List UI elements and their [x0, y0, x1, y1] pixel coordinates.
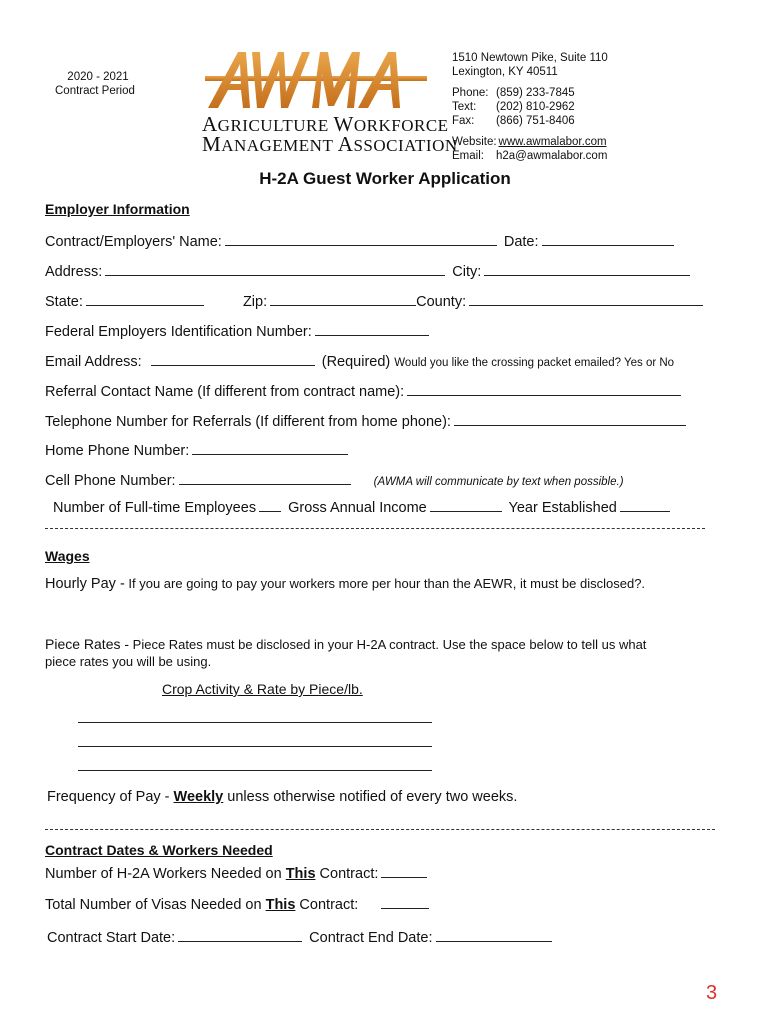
home-phone-field[interactable]: [192, 440, 348, 455]
referral-phone-row: Telephone Number for Referrals (If different from home phone):: [45, 411, 689, 430]
end-date-field[interactable]: [436, 927, 552, 942]
contract-name-row: Contract/Employers' Name: Date:: [45, 231, 677, 250]
zip-field[interactable]: [270, 291, 416, 306]
fein-row: Federal Employers Identification Number:: [45, 321, 432, 340]
page-title: H-2A Guest Worker Application: [259, 169, 511, 188]
text-row: Text: (202) 810-2962: [452, 101, 575, 113]
address-row: Address: City:: [45, 261, 693, 280]
logo-line-1: AGRICULTURE WORKFORCE: [202, 112, 449, 136]
awma-logo-mark: [200, 44, 435, 112]
dates-row: Contract Start Date: Contract End Date:: [47, 927, 555, 946]
address-line-2: Lexington, KY 40511: [452, 66, 558, 78]
website-link[interactable]: www.awmalabor.com: [498, 136, 607, 148]
workers-field[interactable]: [381, 863, 427, 878]
county-field[interactable]: [469, 291, 703, 306]
hourly-pay-row: Hourly Pay - If you are going to pay your workers more per hour than the AEWR, it must be disclosed?.: [45, 576, 646, 592]
phone-row: Phone: (859) 233-7845: [452, 87, 575, 99]
workers-row: Number of H-2A Workers Needed on This Contract:: [45, 863, 430, 882]
contract-period-label: Contract Period: [55, 85, 135, 97]
cell-phone-field[interactable]: [179, 470, 351, 485]
contract-period: [55, 70, 135, 98]
page-number: 3: [706, 982, 718, 1004]
email-link[interactable]: h2a@awmalabor.com: [496, 150, 608, 162]
divider-1: [45, 528, 705, 529]
date-field[interactable]: [542, 231, 674, 246]
crossing-question: Would you like the crossing packet emailed? Yes or No: [394, 357, 675, 369]
contact-block: [452, 51, 608, 163]
start-date-field[interactable]: [178, 927, 302, 942]
piece-rates-row: Piece Rates - Piece Rates must be disclosed in your H-2A contract. Use the space below to tell us what: [45, 636, 647, 652]
frequency-row: Frequency of Pay - Weekly unless otherwise notified of every two weeks.: [47, 789, 518, 805]
contract-name-field[interactable]: [225, 231, 497, 246]
income-field[interactable]: [430, 497, 502, 512]
awma-logo: [200, 44, 458, 156]
contract-years: 2020 - 2021: [67, 71, 129, 83]
crop-line-1[interactable]: [78, 722, 432, 723]
established-field[interactable]: [620, 497, 670, 512]
piece-rates-row-2: piece rates you will be using.: [45, 654, 212, 669]
state-row: State: Zip: County:: [45, 291, 706, 310]
email-address-field[interactable]: [151, 351, 315, 366]
crop-line-2[interactable]: [78, 746, 432, 747]
visas-row: Total Number of Visas Needed on This Contract:: [45, 894, 432, 913]
referral-name-field[interactable]: [407, 381, 681, 396]
logo-line-2: MANAGEMENT ASSOCIATION: [202, 132, 458, 156]
address-field[interactable]: [105, 261, 445, 276]
employees-field[interactable]: [259, 497, 281, 512]
cell-note: (AWMA will communicate by text when possible.): [373, 476, 624, 488]
address-line-1: 1510 Newtown Pike, Suite 110: [452, 52, 608, 64]
crop-heading: Crop Activity & Rate by Piece/lb.: [162, 681, 363, 697]
fax-row: Fax: (866) 751-8406: [452, 115, 575, 127]
contract-heading: Contract Dates & Workers Needed: [45, 842, 273, 858]
referral-name-row: Referral Contact Name (If different from contract name):: [45, 381, 684, 400]
crop-line-3[interactable]: [78, 770, 432, 771]
state-field[interactable]: [86, 291, 204, 306]
email-address-row: Email Address: (Required) Would you like the crossing packet emailed? Yes or No: [45, 351, 674, 370]
business-row: Number of Full-time Employees Gross Annual Income Year Established: [53, 497, 673, 516]
fein-field[interactable]: [315, 321, 429, 336]
email-row: Email: h2a@awmalabor.com: [452, 150, 608, 162]
city-field[interactable]: [484, 261, 690, 276]
cell-phone-row: Cell Phone Number: (AWMA will communicate by text when possible.): [45, 470, 624, 489]
visas-field[interactable]: [381, 894, 429, 909]
home-phone-row: Home Phone Number:: [45, 440, 351, 459]
employer-heading: Employer Information: [45, 201, 190, 217]
divider-2: [45, 829, 715, 830]
wages-heading: Wages: [45, 548, 90, 564]
website-row: Website: www.awmalabor.com: [452, 136, 607, 148]
referral-phone-field[interactable]: [454, 411, 686, 426]
